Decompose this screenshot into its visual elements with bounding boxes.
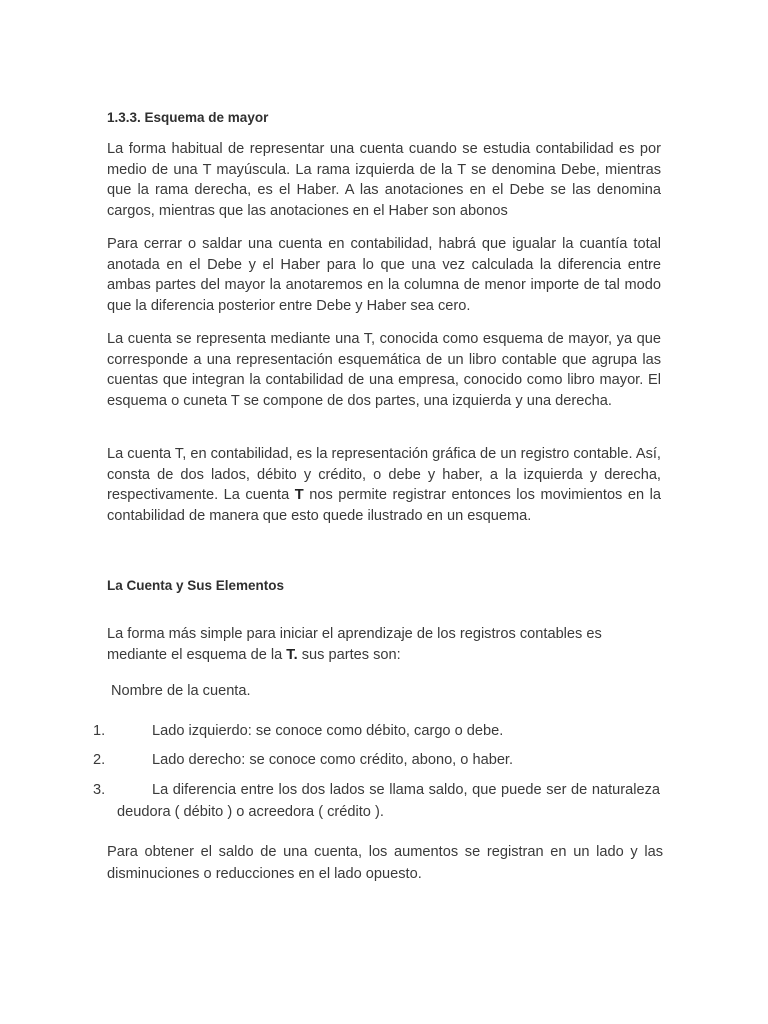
section-heading: 1.3.3. Esquema de mayor: [107, 110, 269, 125]
p5-bold-t: T.: [286, 646, 298, 663]
p4-text-before: La cuenta T, en contabilidad, es la representación gráfica de un registro contable. Así, consta de dos lados, débito y crédito, o debe y haber, a la izquierda y derecha, respectivamente. La cuenta: [107, 446, 661, 503]
paragraph-closing-account: Para cerrar o saldar una cuenta en contabilidad, habrá que igualar la cuantía total anotada en el Debe y el Haber para lo que una vez calculada la diferencia entre ambas partes del mayor la anotaremos en la columna de menor importe de tal modo que la diferencia posterior entre Debe y Haber sea cero.: [107, 236, 661, 314]
paragraph-learning-intro: [107, 624, 647, 665]
list-item-number: 2.: [93, 752, 106, 768]
list-item-right-side: Lado derecho: se conoce como crédito, abono, o haber.: [152, 752, 514, 768]
list-item-number: 1.: [93, 723, 106, 739]
list-item-number: 3.: [93, 782, 106, 798]
list-item-balance: La diferencia entre los dos lados se llama saldo, que puede ser de naturaleza deudora ( débito ) o acreedora ( crédito ).: [117, 782, 660, 820]
p4-bold-t: T: [294, 487, 304, 503]
paragraph-balance-calculation: Para obtener el saldo de una cuenta, los aumentos se registran en un lado y las disminuciones o reducciones en el lado opuesto.: [107, 844, 663, 882]
p5-text-before: La forma más simple para iniciar el aprendizaje de los registros contables es mediante el esquema de la: [107, 626, 602, 663]
paragraph-graphic-representation: [107, 444, 661, 526]
account-name-line: Nombre de la cuenta.: [111, 683, 251, 699]
p4-text-after: nos permite registrar entonces los movimientos en la contabilidad de manera que esto quede ilustrado en un esquema.: [107, 487, 662, 524]
paragraph-t-account-definition: La forma habitual de representar una cuenta cuando se estudia contabilidad es por medio de una T mayúscula. La rama izquierda de la T se denomina Debe, mientras que la rama derecha, es el Haber. A las anotaciones en el Debe se las denomina cargos, mientras que las anotaciones en el Haber son abonos: [107, 141, 661, 219]
subsection-heading: La Cuenta y Sus Elementos: [107, 578, 285, 593]
p5-text-after: sus partes son:: [297, 646, 401, 663]
list-item-left-side: Lado izquierdo: se conoce como débito, cargo o debe.: [152, 723, 504, 739]
paragraph-ledger-scheme: La cuenta se representa mediante una T, conocida como esquema de mayor, ya que corresponde a una representación esquemática de un libro contable que agrupa las cuentas que integran la contabilidad de una empresa, conocido como libro mayor. El esquema o cuneta T se compone de dos partes, una izquierda y una derecha.: [107, 331, 661, 409]
